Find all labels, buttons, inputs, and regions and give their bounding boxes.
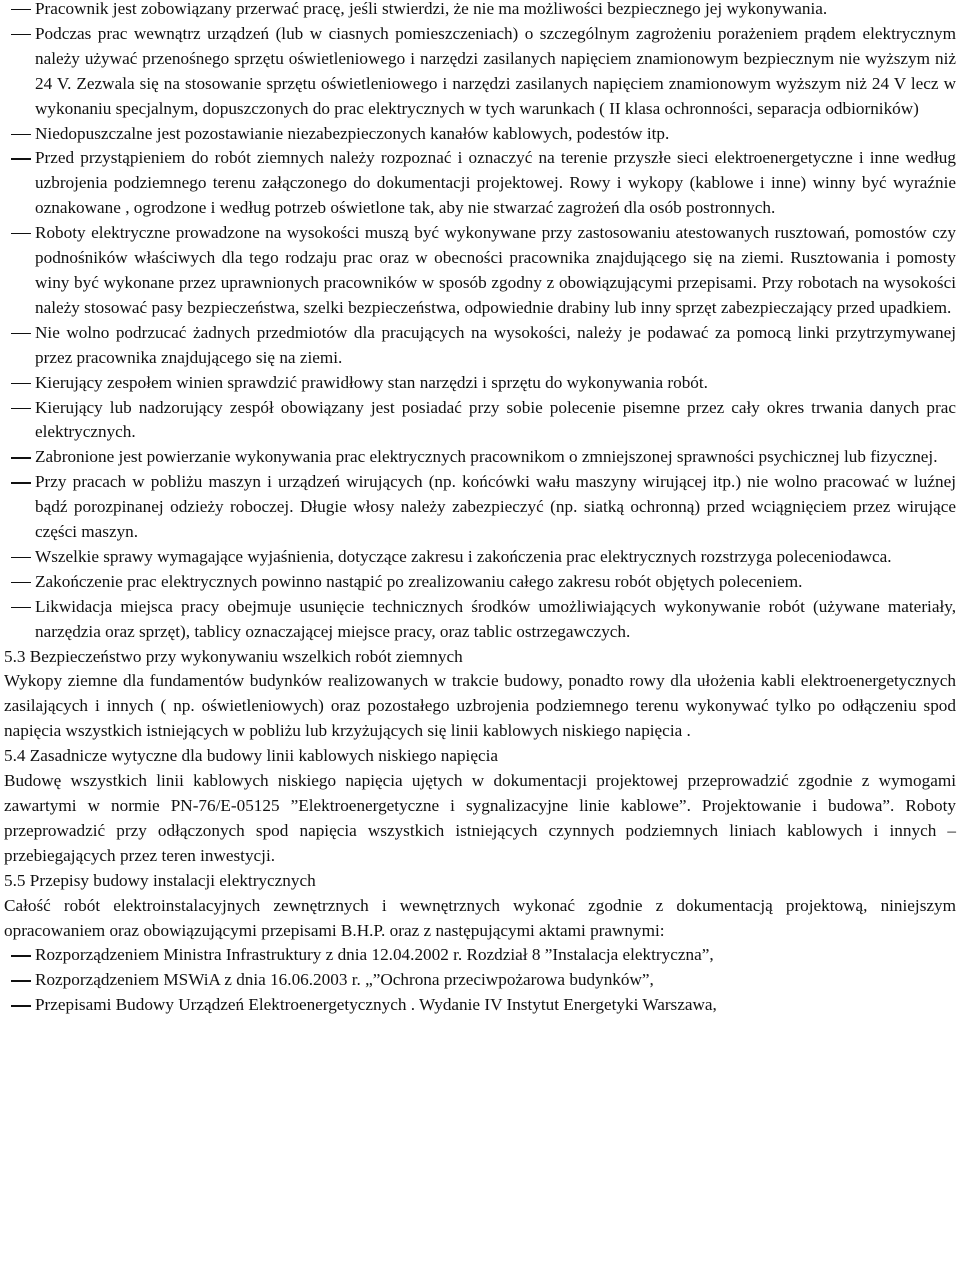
list-item-text: Wszelkie sprawy wymagające wyjaśnienia, dotyczące zakresu i zakończenia prac elektrycznych rozstrzyga poleceniodawca. [35,546,892,566]
list-item-text: Podczas prac wewnątrz urządzeń (lub w ciasnych pomieszczeniach) o szczególnym zagrożeniu porażeniem prądem elektrycznym należy używać przenośnego sprzętu oświetleniowego i narzędzi zasilanych napięciem znamionowym bezpiecznym nie wyższym niż 24 V. Zezwala się na stosowanie sprzętu oświetleniowego i narzędzi zasilanych napięciem znamionowym wyższym niż 24 V lecz w wykonaniu specjalnym, dopuszczonych do prac elektrycznych w tych warunkach ( II klasa ochronności, separacja odbiorników) [35,23,956,118]
list-item [0,146,960,221]
list-item [0,0,960,22]
section-heading-5-4: 5.4 Zasadnicze wytyczne dla budowy linii kablowych niskiego napięcia [4,746,498,766]
list-item [0,321,960,371]
list-item [0,570,960,595]
list-item-text: Kierujący zespołem winien sprawdzić prawidłowy stan narzędzi i sprzętu do wykonywania robót. [35,372,708,392]
list-item [0,470,960,545]
list-item [0,221,960,321]
section-heading-5-3: 5.3 Bezpieczeństwo przy wykonywaniu wszelkich robót ziemnych [4,646,463,666]
section-body-5-5: Całość robót elektroinstalacyjnych zewnętrznych i wewnętrznych wykonać zgodnie z dokumentacją projektową, niniejszym opracowaniem oraz obowiązującymi przepisami B.H.P. oraz z następującymi aktami prawnymi: [4,895,956,940]
list-item [0,993,960,1018]
list-item [0,396,960,446]
list-item-text: Rozporządzeniem Ministra Infrastruktury z dnia 12.04.2002 r. Rozdział 8 ”Instalacja elektryczna”, [35,945,714,965]
list-item-text: Przepisami Budowy Urządzeń Elektroenergetycznych . Wydanie IV Instytut Energetyki Warszawa, [35,995,717,1015]
list-item [0,122,960,147]
section-heading-5-5: 5.5 Przepisy budowy instalacji elektrycznych [4,870,316,890]
list-item-text: Zakończenie prac elektrycznych powinno nastąpić po zrealizowaniu całego zakresu robót objętych poleceniem. [35,571,803,591]
list-item-text: Przy pracach w pobliżu maszyn i urządzeń wirujących (np. końcówki wału maszyny wirującej itp.) nie wolno pracować w luźnej bądź porozpinanej odzieży roboczej. Długie włosy należy zabezpieczyć (np. siatką ochronną) przed wciągnięciem przez wirujące części maszyn. [35,472,956,542]
list-item [0,595,960,645]
list-item-text: Zabronione jest powierzanie wykonywania prac elektrycznych pracownikom o zmniejszonej sprawności psychicznej lub fizycznej. [35,447,938,467]
list-item-text: Kierujący lub nadzorujący zespół obowiązany jest posiadać przy sobie polecenie pisemne przez cały okres trwania danych prac elektrycznych. [35,397,956,442]
list-item [0,445,960,470]
list-item-text: Przed przystąpieniem do robót ziemnych należy rozpoznać i oznaczyć na terenie przyszłe sieci elektroenergetyczne i inne według uzbrojenia podziemnego terenu załączonego do dokumentacji projektowej. Rowy i wykopy (kablowe i inne) winny być wyraźnie oznakowane , ogrodzone i według potrzeb oświetlone tak, aby nie stwarzać zagrożeń dla osób postronnych. [35,148,956,218]
list-item [0,22,960,122]
list-item [0,371,960,396]
list-item-text: Nie wolno podrzucać żadnych przedmiotów dla pracujących na wysokości, należy je podawać za pomocą linki przytrzymywanej przez pracownika znajdującego się na ziemi. [35,322,956,367]
list-item [0,943,960,968]
list-item-text: Pracownik jest zobowiązany przerwać pracę, jeśli stwierdzi, że nie ma możliwości bezpiecznego jej wykonywania. [35,0,828,18]
list-item-text: Likwidacja miejsca pracy obejmuje usunięcie technicznych środków umożliwiających wykonywanie robót (używane materiały, narzędzia oraz sprzęt), tablicy oznaczającej miejsce pracy, oraz tablic ostrzegawczych. [35,596,956,641]
section-body-5-3: Wykopy ziemne dla fundamentów budynków realizowanych w trakcie budowy, ponadto rowy dla ułożenia kabli elektroenergetycznych zasilających i innych ( np. oświetleniowych) oraz pozostałego uzbrojenia podziemnego terenu wykonywać tylko po odłączeniu spod napięcia wszystkich istniejących w pobliżu lub krzyżujących się linii kablowych niskiego napięcia . [4,671,956,741]
list-item [0,545,960,570]
list-item-text: Roboty elektryczne prowadzone na wysokości muszą być wykonywane przy zastosowaniu atestowanych rusztowań, pomostów czy podnośników właściwych dla tego rodzaju prac oraz w obecności pracownika znajdującego się na ziemi. Rusztowania i pomosty winy być wykonane przez uprawnionych pracowników w sposób zgodny z obowiązującymi przepisami. Przy robotach na wysokości należy stosować pasy bezpieczeństwa, szelki bezpieczeństwa, odpowiednie drabiny lub inny sprzęt zabezpieczający przed upadkiem. [35,223,956,317]
list-item-text: Rozporządzeniem MSWiA z dnia 16.06.2003 r. „”Ochrona przeciwpożarowa budynków”, [35,970,654,990]
list-item-text: Niedopuszczalne jest pozostawianie niezabezpieczonych kanałów kablowych, podestów itp. [35,123,670,143]
list-item [0,968,960,993]
section-body-5-4: Budowę wszystkich linii kablowych niskiego napięcia ujętych w dokumentacji projektowej przeprowadzić zgodnie z wymogami zawartymi w normie PN-76/E-05125 ”Elektroenergetyczne i sygnalizacyjne linie kablowe”. Projektowanie i budowa”. Roboty przeprowadzić przy odłączonych spod napięcia wszystkich istniejących czynnych podziemnych liniach kablowych i innych – przebiegających przez teren inwestycji. [4,771,956,865]
